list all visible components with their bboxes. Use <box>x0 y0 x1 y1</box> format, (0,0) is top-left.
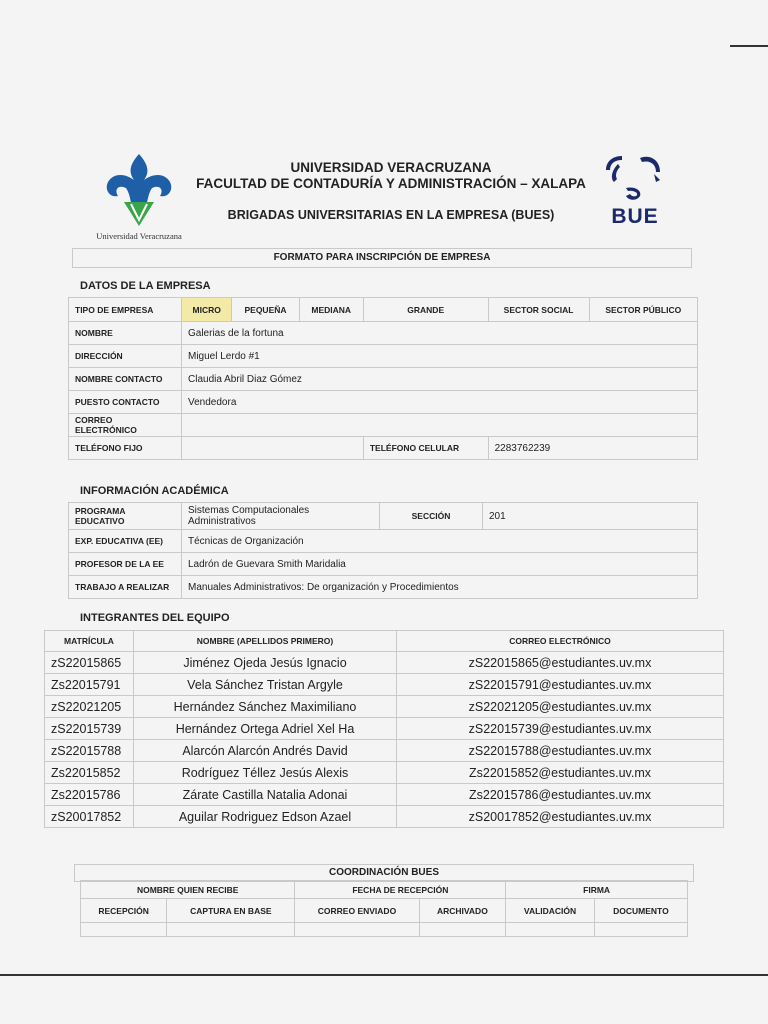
work-label: TRABAJO A REALIZAR <box>69 576 182 599</box>
type-mediana: MEDIANA <box>299 298 363 322</box>
coordination-table <box>80 880 688 937</box>
team-email-cell: zS22015791@estudiantes.uv.mx <box>397 674 724 696</box>
form-title-box <box>72 248 692 268</box>
phone-label: TELÉFONO FIJO <box>69 437 182 460</box>
company-position: Vendedora <box>182 391 698 414</box>
table-row <box>45 674 724 696</box>
type-label: TIPO DE EMPRESA <box>69 298 182 322</box>
team-email-cell: zS22015739@estudiantes.uv.mx <box>397 718 724 740</box>
team-name-cell: Vela Sánchez Tristan Argyle <box>134 674 397 696</box>
team-col-id: MATRÍCULA <box>45 631 134 652</box>
bue-face-icon <box>600 150 670 202</box>
team-email-cell: zS22021205@estudiantes.uv.mx <box>397 696 724 718</box>
coord-cell <box>295 923 419 937</box>
type-micro: MICRO <box>182 298 232 322</box>
team-id-cell: zS22015739 <box>45 718 134 740</box>
coord-cell <box>81 923 167 937</box>
coord-signature: FIRMA <box>506 881 688 899</box>
program-title: BRIGADAS UNIVERSITARIAS EN LA EMPRESA (BUES) <box>227 208 555 222</box>
program-label: PROGRAMA EDUCATIVO <box>69 503 182 530</box>
position-label: PUESTO CONTACTO <box>69 391 182 414</box>
bue-logo <box>600 150 670 230</box>
teacher-label: PROFESOR DE LA EE <box>69 553 182 576</box>
table-row <box>45 718 724 740</box>
coord-col-document: DOCUMENTO <box>594 899 687 923</box>
coord-col-archived: ARCHIVADO <box>419 899 506 923</box>
company-phone <box>182 437 364 460</box>
team-name-cell: Jiménez Ojeda Jesús Ignacio <box>134 652 397 674</box>
team-email-cell: Zs22015852@estudiantes.uv.mx <box>397 762 724 784</box>
team-name-cell: Alarcón Alarcón Andrés David <box>134 740 397 762</box>
coord-col-reception: RECEPCIÓN <box>81 899 167 923</box>
contact-label: NOMBRE CONTACTO <box>69 368 182 391</box>
coord-receiver: NOMBRE QUIEN RECIBE <box>81 881 295 899</box>
team-name-cell: Hernández Sánchez Maximiliano <box>134 696 397 718</box>
team-id-cell: Zs22015791 <box>45 674 134 696</box>
table-row <box>45 652 724 674</box>
table-row <box>45 740 724 762</box>
form-title: FORMATO PARA INSCRIPCIÓN DE EMPRESA <box>273 252 491 263</box>
team-id-cell: Zs22015786 <box>45 784 134 806</box>
team-name-cell: Hernández Ortega Adriel Xel Ha <box>134 718 397 740</box>
company-address: Miguel Lerdo #1 <box>182 345 698 368</box>
address-label: DIRECCIÓN <box>69 345 182 368</box>
coord-cell <box>419 923 506 937</box>
team-id-cell: Zs22015852 <box>45 762 134 784</box>
section-value: 201 <box>483 503 698 530</box>
table-row <box>45 784 724 806</box>
team-name-cell: Zárate Castilla Natalia Adonai <box>134 784 397 806</box>
type-pequena: PEQUEÑA <box>232 298 299 322</box>
coord-cell <box>594 923 687 937</box>
coord-cell <box>167 923 295 937</box>
ee-value: Técnicas de Organización <box>182 530 698 553</box>
section-label: SECCIÓN <box>380 503 483 530</box>
coord-date: FECHA DE RECEPCIÓN <box>295 881 506 899</box>
email-label: CORREO ELECTRÓNICO <box>69 414 182 437</box>
ee-label: EXP. EDUCATIVA (EE) <box>69 530 182 553</box>
program-value-line1: Sistemas Computacionales <box>188 505 310 516</box>
team-section-title: INTEGRANTES DEL EQUIPO <box>80 612 230 624</box>
team-col-email: CORREO ELECTRÓNICO <box>397 631 724 652</box>
company-section-title: DATOS DE LA EMPRESA <box>80 280 211 292</box>
university-title: UNIVERSIDAD VERACRUZANA <box>290 160 492 175</box>
team-id-cell: zS22021205 <box>45 696 134 718</box>
bue-logo-text: BUE <box>611 205 659 228</box>
coord-cell <box>506 923 595 937</box>
page-bottom-line <box>0 974 768 976</box>
program-value <box>182 503 380 530</box>
company-name: Galerias de la fortuna <box>182 322 698 345</box>
teacher-value: Ladrón de Guevara Smith Maridalia <box>182 553 698 576</box>
team-email-cell: Zs22015786@estudiantes.uv.mx <box>397 784 724 806</box>
type-sector-social: SECTOR SOCIAL <box>488 298 589 322</box>
table-row <box>45 806 724 828</box>
coord-col-email-sent: CORREO ENVIADO <box>295 899 419 923</box>
work-value: Manuales Administrativos: De organización y Procedimientos <box>182 576 698 599</box>
coord-col-capture: CAPTURA EN BASE <box>167 899 295 923</box>
coordination-title: COORDINACIÓN BUES <box>328 867 439 878</box>
team-body <box>45 652 724 828</box>
company-cell: 2283762239 <box>488 437 697 460</box>
academic-table <box>68 502 698 599</box>
company-table <box>68 297 698 460</box>
team-col-name: NOMBRE (APELLIDOS PRIMERO) <box>134 631 397 652</box>
company-email <box>182 414 698 437</box>
team-email-cell: zS22015788@estudiantes.uv.mx <box>397 740 724 762</box>
team-email-cell: zS22015865@estudiantes.uv.mx <box>397 652 724 674</box>
team-table <box>44 630 724 828</box>
team-id-cell: zS22015788 <box>45 740 134 762</box>
coord-col-validation: VALIDACIÓN <box>506 899 595 923</box>
team-id-cell: zS22015865 <box>45 652 134 674</box>
name-label: NOMBRE <box>69 322 182 345</box>
page-top-line <box>730 45 768 47</box>
cell-label: TELÉFONO CELULAR <box>363 437 488 460</box>
academic-section-title: INFORMACIÓN ACADÉMICA <box>80 485 229 497</box>
team-email-cell: zS20017852@estudiantes.uv.mx <box>397 806 724 828</box>
team-name-cell: Aguilar Rodriguez Edson Azael <box>134 806 397 828</box>
uv-logo-caption: Universidad Veracruzana <box>96 231 182 241</box>
program-value-line2: Administrativos <box>188 516 256 527</box>
type-grande: GRANDE <box>363 298 488 322</box>
team-id-cell: zS20017852 <box>45 806 134 828</box>
table-row <box>45 696 724 718</box>
team-name-cell: Rodríguez Téllez Jesús Alexis <box>134 762 397 784</box>
company-contact: Claudia Abril Diaz Gómez <box>182 368 698 391</box>
faculty-title: FACULTAD DE CONTADURÍA Y ADMINISTRACIÓN – XALAPA <box>196 176 586 191</box>
type-sector-publico: SECTOR PÚBLICO <box>589 298 697 322</box>
table-row <box>45 762 724 784</box>
